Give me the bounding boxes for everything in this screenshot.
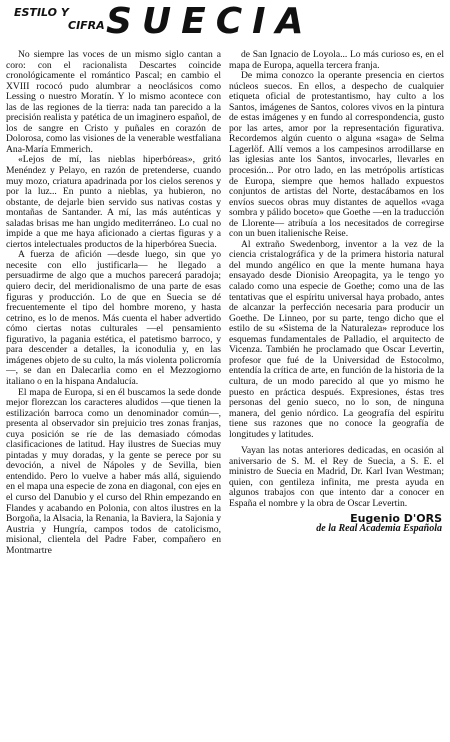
kicker-line-2: CIFRA xyxy=(68,19,105,32)
paragraph: Vayan las notas anteriores dedicadas, en ocasión al aniversario de S. M. el Rey de Suecia, a S. E. el ministro de Suecia en Madrid, Dr. Karl Ivan Westman; quien, con gentileza infinita, me presta ayuda en algunos trabajos con que intento dar a conocer en España el nombre y la obra de Oscar Levertin. xyxy=(229,445,444,509)
author-affiliation: de la Real Academia Española xyxy=(316,523,442,535)
paragraph: De mima conozco la operante presencia en ciertos núcleos suecos. En ellos, a despecho de cualquier etiqueta oficial de protestantismo, hay culto a los Santos, imágenes de Santos, colores vivos en la pintura de estas imágenes y en fundo al correspondencia, gusto por las artes, amor por la representación figurativa. Recordemos algún cuento o alguna «saga» de Selma Lagerlöf. Allí vemos a los campesinos arrodillarse en las iglesias ante los Santos, invocarles, llevarles en procesión... Por otro lado, en las metrópolis artísticas de Europa, siempre que hemos hallado expuestos conjuntos de artistas del Norte, destacábamos en los envíos suecos obras muy distantes de aquellos «vaga sombra y pálido boceto» que Goethe —en la traducción de Llorente— atribuía a los necesitados de corregirse con un buen italienische Reise. xyxy=(229,70,444,240)
paragraph: Al extraño Swedenborg, inventor a la vez de la ciencia cristalográfica y de la primera historia natural del mundo angélico en que la mente humana haya ensayado desde Dionisio Areopagita, ya le tengo yo calado como una especie de Goethe; como una de las tentativas que el espíritu universal haya probado, antes de alcanzar la perfección necesaria para producir un Goethe. De Linneo, por su parte, tengo dicho que el estilo de su «Sistema de la Naturaleza» reproduce los esquemas fundamentales de Palladio, el arquitecto de Vicenza. También he proclamado que Oscar Levertin, profesor que fué de la Universidad de Estocolmo, entendía la crítica de arte, en función de la historia de la cultura, de un modo parecido al que yo mismo he puesto en práctica después. Expresiones, éstas tres personas del genio sueco, no lo son, de ninguna manera, del genio nórdico. La geografía del espíritu tiene sus razones que no conoce la geografía de longitudes y latitudes. xyxy=(229,238,444,440)
paragraph: A fuerza de afición —desde luego, sin que yo necesite con ello justificarla— he llegado a persuadirme de algo que a muchos parecerá paradoja; quiero decir, del meridionalismo de una parte de esas figuras y producción. Lo de que en Suecia se dé frecuentemente el tipo del hombre moreno, y hasta cetrino, es lo de menos. Más cuenta el haber advertido cómo ciertas notas culturales —el pensamiento figurativo, la pagania estética, el patetismo barroco, y para descender a detalles, la iconodulia y, en las imágenes objeto de su culto, la más violenta policromía—, se dan en Dalecarlia como en el Mezzogiorno italiano o en la hispana Andalucía. xyxy=(6,249,221,387)
author-signature: Eugenio D'ORS xyxy=(350,511,442,525)
byline xyxy=(229,511,444,535)
paragraph: No siempre las voces de un mismo siglo cantan a coro: con el racionalista Descartes coincide cronológicamente el romántico Pascal; en cambio el XVIII rococó pudo alumbrar a neoclásicos como Lessing o nuestro Moratín. Y lo mismo acontece con las de las regiones de la tierra: nada tan parecido a la precisión realista y patética de un imaginero español, de los de sangre en Cristo y puñales en corazón de Dolorosa, como las visiones de la venerable westfaliana Ana-María Emmerich. xyxy=(6,50,221,155)
article-title: SUECIA xyxy=(106,1,314,42)
article-header xyxy=(6,1,444,50)
article-body xyxy=(6,50,444,734)
right-column xyxy=(229,50,444,734)
section-kicker xyxy=(14,6,105,32)
paragraph: «Lejos de mí, las nieblas hiperbóreas», gritó Menéndez y Pelayo, en razón de pretenderse, cuando muy mozo, criatura apadrinada por los cielos serenos y por la luz... En punto a nieblas, ya hubieron, no obstante, de dejarle bien servido sus nativas costas y montañas de Santander. A mí, las más auténticas y saladas brisas me han ungido mediterráneo. Lo cual no impide a que me haya aficionado a ciertas figuras y a ciertos intelectuales productos de la hiperbórea Suecia. xyxy=(6,154,221,250)
kicker-line-1: ESTILO Y xyxy=(14,6,69,19)
paragraph: El mapa de Europa, si en él buscamos la sede donde mejor florezcan los caracteres aludidos —que tienen la estilización barroca como un denominador común—, presenta al observador sin prejuicio tres zonas franjas, cuya posición se ríe de las demasiado cómodas clasificaciones de latitud. Hay ilustres de Suecias muy pintadas y muy doradas, y la gente se perece por su devoción, a nivel de Nápoles y de Sevilla, bien entendido. Pero lo vuelve a haber más allá, siguiendo en el mapa una especie de zona en diagonal, con ejes en el curso del Danubio y el curso del Rhin empezando en Flandes y acabando en Polonia, con altos ilustres en la Borgoña, la Alsacia, la Renania, la Baviera, la Sajonia y Austria y Hungría, campos todos de catolicismo, misional, clientela del Padre Faber, compañero en Montmartre xyxy=(6,386,221,556)
paragraph: de San Ignacio de Loyola... Lo más curioso es, en el mapa de Europa, aquella tercera franja. xyxy=(229,50,444,71)
left-column xyxy=(6,50,221,734)
